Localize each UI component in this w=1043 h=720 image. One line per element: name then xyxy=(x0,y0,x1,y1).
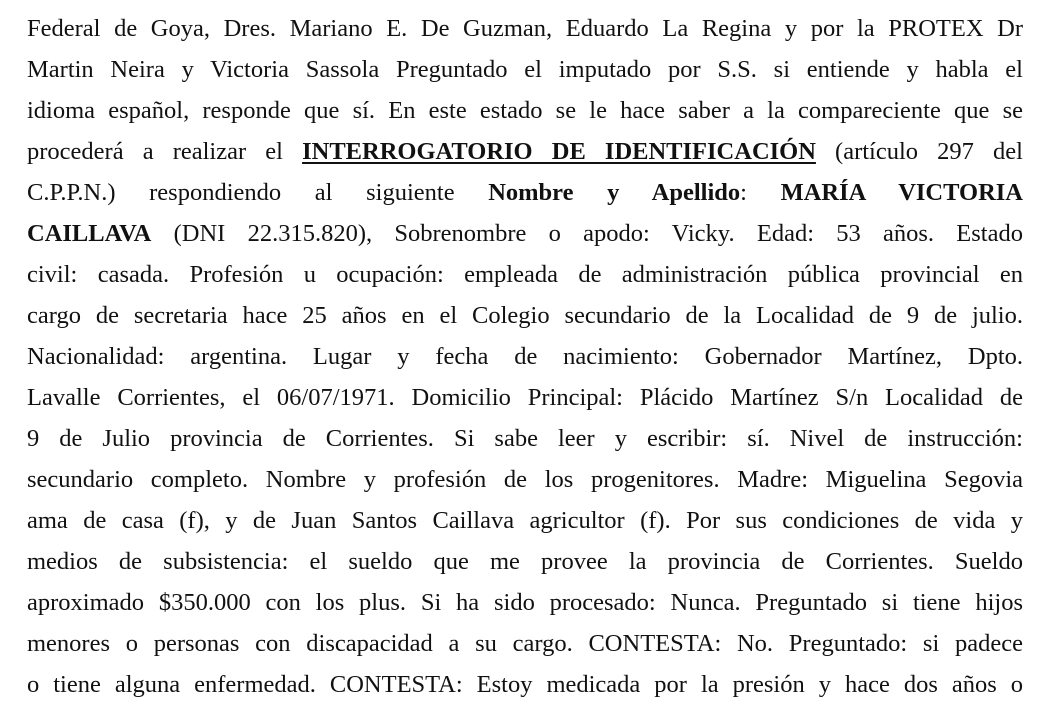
text-line xyxy=(27,664,1023,705)
text-line xyxy=(27,254,1023,295)
text-segment: aproximado $350.000 con los plus. Si ha sido procesado: Nunca. Preguntado si tiene hijos xyxy=(27,589,1023,616)
document-page xyxy=(27,8,1023,720)
text-segment: Nacionalidad: argentina. Lugar y fecha de nacimiento: Gobernador Martínez, Dpto. xyxy=(27,343,1023,370)
text-line xyxy=(27,8,1023,49)
text-segment: Martin Neira y Victoria Sassola Preguntado el imputado por S.S. si entiende y habla el xyxy=(27,56,1023,83)
bold-underlined-heading: INTERROGATORIO DE IDENTIFICACIÓN xyxy=(302,138,816,165)
bold-text-segment: CAILLAVA xyxy=(27,220,152,247)
text-segment: menores o personas con discapacidad a su cargo. CONTESTA: No. Preguntado: si padece xyxy=(27,630,1023,657)
text-segment: idioma español, responde que sí. En este estado se le hace saber a la compareciente que se xyxy=(27,97,1023,124)
text-line xyxy=(27,377,1023,418)
text-segment: cargo de secretaria hace 25 años en el Colegio secundario de la Localidad de 9 de julio. xyxy=(27,302,1023,329)
text-segment: (artículo 297 del xyxy=(815,138,1023,165)
text-segment: procederá a realizar el xyxy=(27,138,303,165)
text-line xyxy=(27,582,1023,623)
text-segment: medios de subsistencia: el sueldo que me provee la provincia de Corrientes. Sueldo xyxy=(27,548,1023,575)
text-line xyxy=(27,541,1023,582)
text-segment: secundario completo. Nombre y profesión de los progenitores. Madre: Miguelina Segovia xyxy=(27,466,1023,493)
text-segment: 9 de Julio provincia de Corrientes. Si sabe leer y escribir: sí. Nivel de instrucción: xyxy=(27,425,1023,452)
document-body xyxy=(27,8,1023,705)
text-segment: ama de casa (f), y de Juan Santos Caillava agricultor (f). Por sus condiciones de vida y xyxy=(27,507,1023,534)
text-line xyxy=(27,459,1023,500)
bold-text-segment: MARÍA VICTORIA xyxy=(780,179,1023,206)
text-line xyxy=(27,336,1023,377)
text-segment: Federal de Goya, Dres. Mariano E. De Guzman, Eduardo La Regina y por la PROTEX Dr xyxy=(27,15,1023,42)
text-line xyxy=(27,90,1023,131)
text-line xyxy=(27,418,1023,459)
text-segment: (DNI 22.315.820), Sobrenombre o apodo: Vicky. Edad: 53 años. Estado xyxy=(151,220,1023,247)
text-line xyxy=(27,500,1023,541)
text-segment: Lavalle Corrientes, el 06/07/1971. Domicilio Principal: Plácido Martínez S/n Localidad de xyxy=(27,384,1023,411)
text-segment: o tiene alguna enfermedad. CONTESTA: Estoy medicada por la presión y hace dos años o xyxy=(27,671,1023,698)
text-segment: C.P.P.N.) respondiendo al siguiente xyxy=(27,179,489,206)
text-line xyxy=(27,623,1023,664)
text-segment: : xyxy=(740,179,781,206)
bold-text-segment: Nombre y Apellido xyxy=(488,179,741,206)
text-line xyxy=(27,213,1023,254)
text-segment: civil: casada. Profesión u ocupación: empleada de administración pública provincial en xyxy=(27,261,1023,288)
text-line xyxy=(27,295,1023,336)
text-line xyxy=(27,131,1023,172)
text-line xyxy=(27,49,1023,90)
text-line xyxy=(27,172,1023,213)
